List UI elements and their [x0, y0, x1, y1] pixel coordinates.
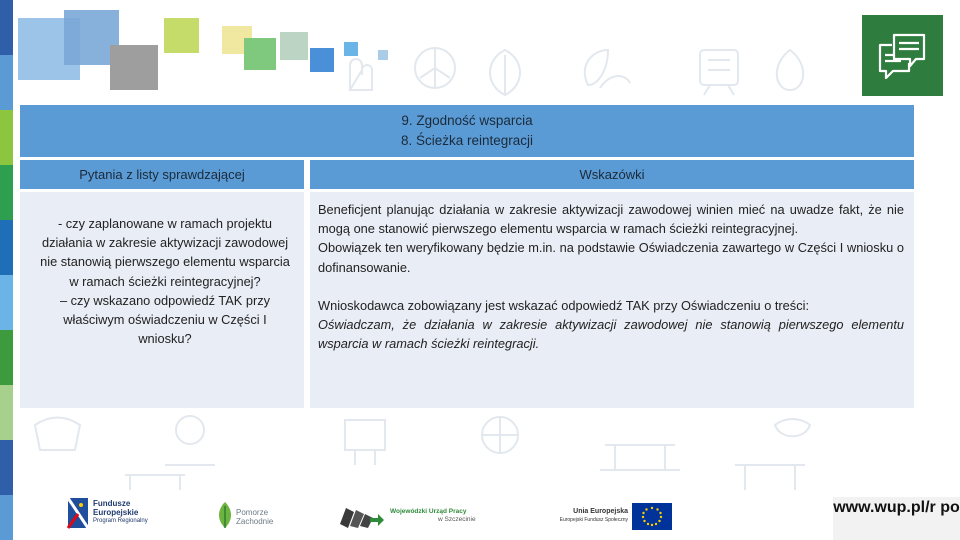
- fe-line-3: Program Regionalny: [93, 518, 148, 524]
- column-header-questions: Pytania z listy sprawdzającej: [20, 160, 304, 189]
- website-url[interactable]: [833, 497, 960, 540]
- wup-line-1: Wojewódzki Urząd Pracy: [390, 508, 467, 515]
- questions-cell: [20, 192, 304, 408]
- wup-szczecin-logo: [338, 502, 483, 530]
- chat-badge: [862, 15, 943, 96]
- header-line-1: 9. Zgodność wsparcia: [401, 113, 533, 128]
- left-color-strip: [0, 0, 13, 540]
- fe-line-2: Europejskie: [93, 508, 139, 517]
- fe-line-1: Fundusze: [93, 499, 131, 508]
- unia-europejska-logo: [540, 502, 675, 532]
- table-header: [20, 105, 914, 157]
- header-line-2: 8. Ścieżka reintegracji: [400, 133, 534, 148]
- questions-text: - czy zaplanowane w ramach projektu działania w zakresie aktywizacji zawodowej nie stanowią pierwszego elementu wsparcia w ramach ścieżki reintegracyjnej? – czy wskazano odpowiedź TAK przy właściwym oświadczeniu w Części I wniosku?: [40, 216, 290, 347]
- hint-paragraph-4: Oświadczam, że działania w zakresie aktywizacji zawodowej nie stanowią pierwszego elementu wsparcia w ramach ścieżki reintegracji.: [318, 317, 904, 352]
- watermark-icons-bottom: [15, 405, 855, 495]
- fundusze-europejskie-logo: [66, 496, 176, 532]
- watermark-icons: [330, 40, 830, 100]
- eu-flag-icon: [632, 503, 672, 530]
- hints-cell: [310, 192, 914, 408]
- ue-line-2: Europejski Fundusz Społeczny: [559, 517, 628, 523]
- ue-line-1: Unia Europejska: [573, 508, 628, 515]
- checklist-table: [20, 105, 914, 408]
- chat-bubbles-icon: [862, 15, 943, 96]
- pz-line-2: Zachodnie: [236, 517, 274, 526]
- column-header-hints: Wskazówki: [310, 160, 914, 189]
- website-url-text[interactable]: www.wup.pl/r po: [833, 499, 960, 516]
- pz-line-1: Pomorze: [236, 508, 269, 517]
- pomorze-zachodnie-logo: [216, 500, 286, 532]
- hint-paragraph-3: Wnioskodawca zobowiązany jest wskazać odpowiedź TAK przy Oświadczeniu o treści:: [318, 297, 809, 313]
- wup-line-2: w Szczecinie: [438, 516, 476, 523]
- hint-paragraph-1: Beneficjent planując działania w zakresie aktywizacji zawodowej winien mieć na uwadze fakt, że nie mogą one stanowić pierwszego elementu wsparcia w ramach ścieżki reintegracyjnej.: [318, 202, 904, 237]
- hint-paragraph-2: Obowiązek ten weryfikowany będzie m.in. na podstawie Oświadczenia zawartego w Części I wniosku o dofinansowanie.: [318, 240, 904, 275]
